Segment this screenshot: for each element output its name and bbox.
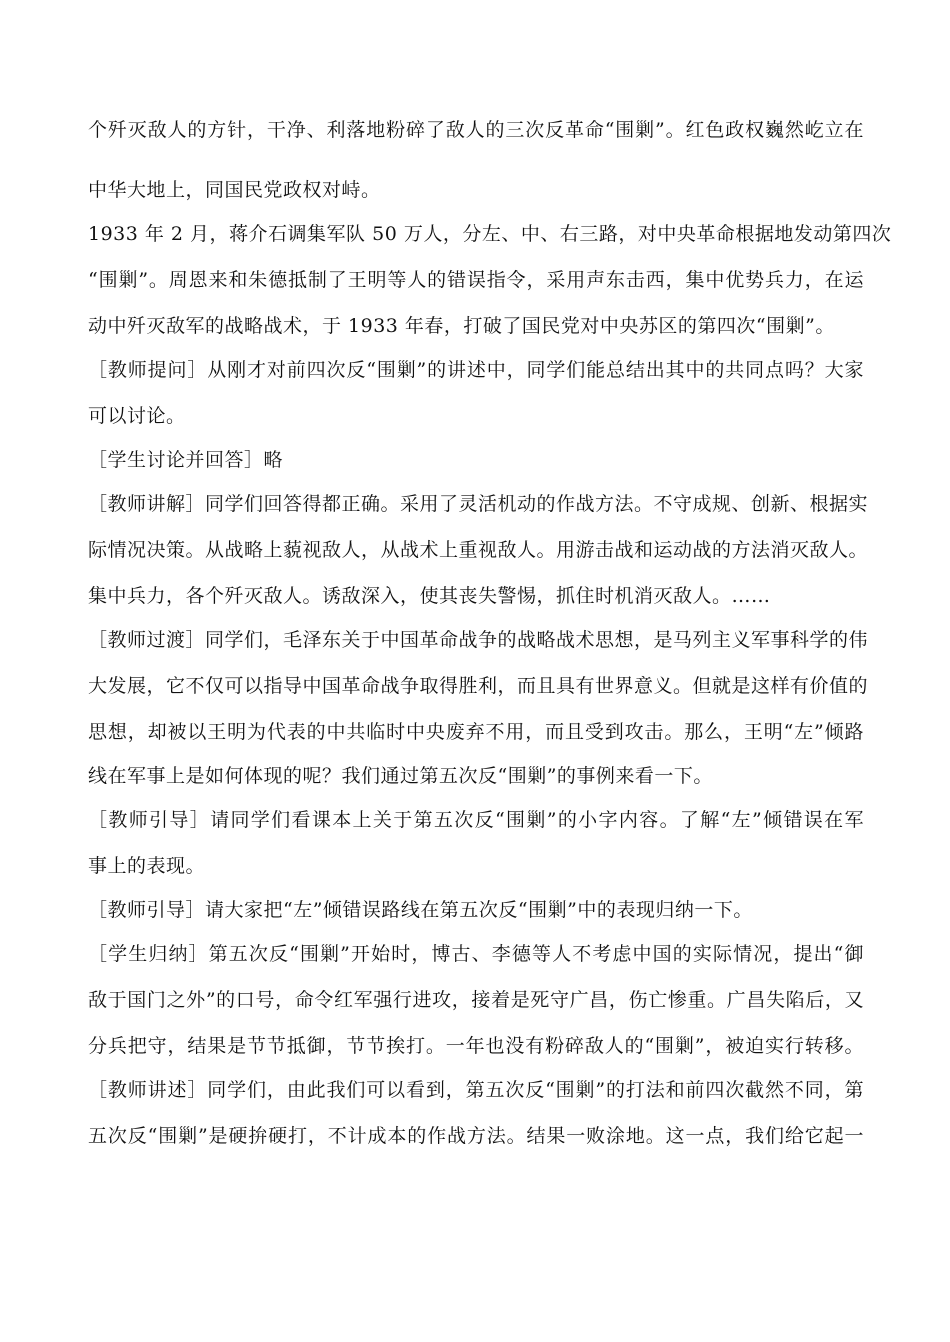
text-line: 个歼灭敌人的方针，干净、利落地粉碎了敌人的三次反革命“围剿”。红色政权巍然屹立在: [88, 119, 864, 141]
text-line: 中华大地上，同国民党政权对峙。: [88, 179, 381, 201]
text-line: 事上的表现。: [88, 855, 206, 877]
text-line: 可以讨论。: [88, 405, 186, 427]
text-line: 1933 年 2 月，蒋介石调集军队 50 万人，分左、中、右三路，对中央革命根据地发动第四次: [88, 223, 892, 245]
text-line: 线在军事上是如何体现的呢？我们通过第五次反“围剿”的事例来看一下。: [88, 765, 713, 787]
text-line: 敌于国门之外”的口号，命令红军强行进攻，接着是死守广昌，伤亡惨重。广昌失陷后，又: [88, 989, 864, 1011]
text-line: ［教师讲述］同学们，由此我们可以看到，第五次反“围剿”的打法和前四次截然不同，第: [88, 1079, 864, 1101]
text-line: ［教师过渡］同学们，毛泽东关于中国革命战争的战略战术思想，是马列主义军事科学的伟: [88, 629, 869, 651]
text-line: 大发展，它不仅可以指导中国革命战争取得胜利，而且具有世界意义。但就是这样有价值的: [88, 675, 869, 697]
text-line: 际情况决策。从战略上藐视敌人，从战术上重视敌人。用游击战和运动战的方法消灭敌人。: [88, 539, 869, 561]
text-line: “围剿”。周恩来和朱德抵制了王明等人的错误指令，采用声东击西，集中优势兵力，在运: [88, 269, 864, 291]
text-line: ［教师提问］从刚才对前四次反“围剿”的讲述中，同学们能总结出其中的共同点吗？大家: [88, 359, 864, 381]
text-line: ［教师引导］请同学们看课本上关于第五次反“围剿”的小字内容。了解“左”倾错误在军: [88, 809, 864, 831]
text-line: ［学生讨论并回答］略: [88, 449, 284, 471]
text-line: 分兵把守，结果是节节抵御，节节挨打。一年也没有粉碎敌人的“围剿”，被迫实行转移。: [88, 1035, 864, 1057]
text-line: ［教师讲解］同学们回答得都正确。采用了灵活机动的作战方法。不守成规、创新、根据实: [88, 493, 869, 515]
text-line: 五次反“围剿”是硬拚硬打，不计成本的作战方法。结果一败涂地。这一点，我们给它起一: [88, 1125, 864, 1147]
text-line: ［教师引导］请大家把“左”倾错误路线在第五次反“围剿”中的表现归纳一下。: [88, 899, 753, 921]
text-line: ［学生归纳］第五次反“围剿”开始时，博古、李德等人不考虑中国的实际情况，提出“御: [88, 943, 864, 965]
text-line: 集中兵力，各个歼灭敌人。诱敌深入，使其丧失警惕，抓住时机消灭敌人。……: [88, 585, 771, 607]
text-line: 思想，却被以王明为代表的中共临时中央废弃不用，而且受到攻击。那么，王明“左”倾路: [88, 721, 864, 743]
text-line: 动中歼灭敌军的战略战术，于 1933 年春，打破了国民党对中央苏区的第四次“围剿”。: [88, 315, 835, 337]
